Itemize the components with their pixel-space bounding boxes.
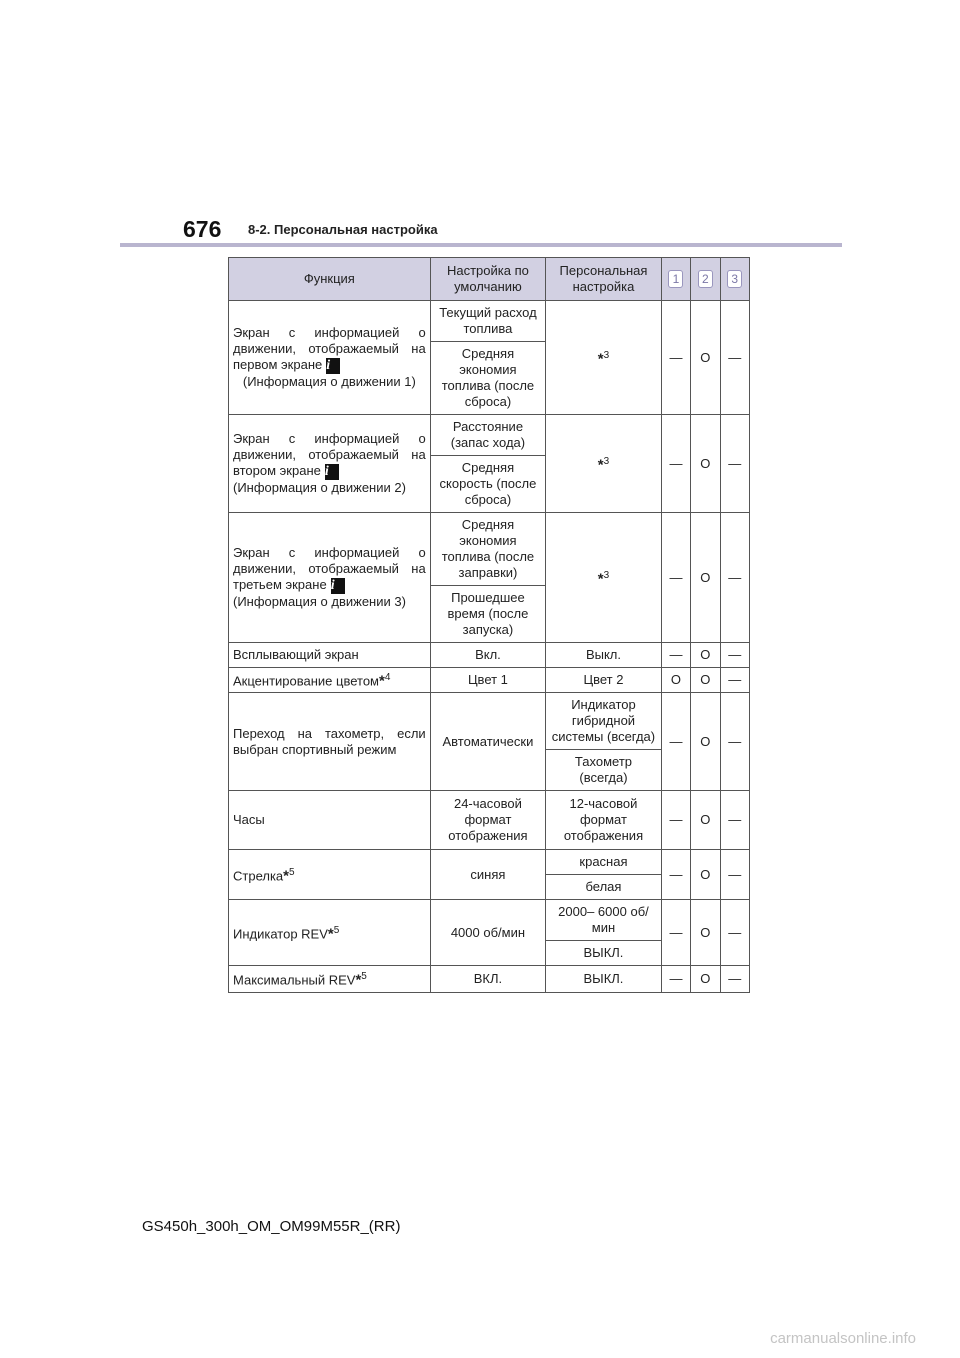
col3-cell: — — [720, 900, 749, 966]
default-cell: Автоматически — [430, 693, 546, 791]
page-number: 676 — [183, 216, 222, 242]
settings-table — [228, 257, 750, 993]
personal-cell: белая — [546, 875, 662, 900]
col1-cell: — — [661, 850, 690, 900]
default-cell: Средняя экономия топлива (после сброса) — [430, 342, 546, 415]
header-default: Настройка по умолчанию — [430, 258, 546, 301]
default-cell: Расстояние (запас хода) — [430, 415, 546, 456]
function-tail: (Информация о движении 1) — [242, 373, 416, 389]
info-icon: i — [331, 578, 345, 594]
col3-cell: — — [720, 791, 749, 850]
default-cell: 4000 об/мин — [430, 900, 546, 966]
col1-cell: — — [661, 693, 690, 791]
col3-cell: — — [720, 693, 749, 791]
col2-cell: O — [691, 900, 720, 966]
function-cell — [229, 415, 431, 513]
col2-cell: O — [691, 301, 720, 415]
function-tail: (Информация о движении 3) — [233, 593, 406, 609]
function-text: Экран с информацией о движении, отображаемый на втором экране i — [233, 431, 426, 479]
personal-cell: Индикатор гибридной системы (всегда) — [546, 693, 662, 750]
personal-cell: *$^3$ — [546, 301, 662, 415]
col1-cell: — — [661, 415, 690, 513]
col2-cell: O — [691, 850, 720, 900]
function-cell: Максимальный REV*$^5$ — [229, 966, 431, 993]
personal-cell: 2000– 6000 об/мин — [546, 900, 662, 941]
default-cell: Прошедшее время (после запуска) — [430, 586, 546, 643]
col2-cell: O — [691, 513, 720, 643]
section-title: 8-2. Персональная настройка — [248, 222, 438, 237]
col1-cell: — — [661, 900, 690, 966]
col2-cell: O — [691, 643, 720, 668]
col2-cell: O — [691, 966, 720, 993]
footer-code: GS450h_300h_OM_OM99M55R_(RR) — [142, 1218, 401, 1235]
header-function: Функция — [229, 258, 431, 301]
col2-cell: O — [691, 791, 720, 850]
table-row — [229, 415, 750, 456]
header-col-1 — [661, 258, 690, 301]
col2-cell: O — [691, 693, 720, 791]
table-row — [229, 693, 750, 750]
table-row — [229, 301, 750, 342]
personal-cell: красная — [546, 850, 662, 875]
personal-cell: Тахометр (всегда) — [546, 750, 662, 791]
watermark: carmanualsonline.info — [770, 1330, 916, 1347]
table-row — [229, 643, 750, 668]
col1-cell: — — [661, 301, 690, 415]
function-cell: Акцентирование цветом*$^4$ — [229, 668, 431, 693]
col1-cell: — — [661, 513, 690, 643]
col3-cell: — — [720, 643, 749, 668]
table-row — [229, 668, 750, 693]
default-cell: Средняя экономия топлива (после заправки) — [430, 513, 546, 586]
default-cell: 24-часовой формат отображения — [430, 791, 546, 850]
function-cell: Индикатор REV*$^5$ — [229, 900, 431, 966]
personal-cell: *$^3$ — [546, 415, 662, 513]
function-cell — [229, 301, 431, 415]
column-number-2: 2 — [698, 270, 713, 288]
function-cell — [229, 513, 431, 643]
asterisk-icon: * — [327, 925, 334, 943]
col3-cell: — — [720, 850, 749, 900]
col2-cell: O — [691, 668, 720, 693]
col2-cell: O — [691, 415, 720, 513]
col1-cell: — — [661, 791, 690, 850]
asterisk-icon: * — [597, 570, 604, 588]
default-cell: ВКЛ. — [430, 966, 546, 993]
col1-cell: O — [661, 668, 690, 693]
header-col-3 — [720, 258, 749, 301]
column-number-3: 3 — [727, 270, 742, 288]
default-cell: Вкл. — [430, 643, 546, 668]
function-cell: Часы — [229, 791, 431, 850]
col3-cell: — — [720, 415, 749, 513]
personal-cell: *$^3$ — [546, 513, 662, 643]
asterisk-icon: * — [379, 672, 385, 690]
default-cell: Цвет 1 — [430, 668, 546, 693]
personal-cell: ВЫКЛ. — [546, 941, 662, 966]
function-cell: Всплывающий экран — [229, 643, 431, 668]
function-cell: Стрелка*$^5$ — [229, 850, 431, 900]
default-cell: синяя — [430, 850, 546, 900]
personal-cell: Цвет 2 — [546, 668, 662, 693]
asterisk-icon: * — [597, 350, 604, 368]
personal-cell: Выкл. — [546, 643, 662, 668]
header-col-2 — [691, 258, 720, 301]
default-cell: Средняя скорость (после сброса) — [430, 456, 546, 513]
function-tail: (Информация о движении 2) — [233, 479, 406, 495]
asterisk-icon: * — [355, 971, 362, 989]
personal-cell: 12-часовой формат отображения — [546, 791, 662, 850]
function-text: Экран с информацией о движении, отображаемый на третьем экране i — [233, 545, 426, 593]
asterisk-icon: * — [283, 867, 290, 885]
function-cell: Переход на тахометр, если выбран спортивный режим — [229, 693, 431, 791]
header-personal: Персональная настройка — [546, 258, 662, 301]
col3-cell: — — [720, 966, 749, 993]
header-rule — [120, 243, 842, 247]
col3-cell: — — [720, 668, 749, 693]
default-cell: Текущий расход топлива — [430, 301, 546, 342]
asterisk-icon: * — [597, 456, 604, 474]
table-row — [229, 966, 750, 993]
table-row — [229, 791, 750, 850]
table-row — [229, 900, 750, 941]
table-row — [229, 513, 750, 586]
table-header-row — [229, 258, 750, 301]
info-icon: i — [326, 358, 340, 374]
column-number-1: 1 — [668, 270, 683, 288]
col3-cell: — — [720, 513, 749, 643]
info-icon: i — [325, 464, 339, 480]
table-row — [229, 850, 750, 875]
col1-cell: — — [661, 966, 690, 993]
function-text: Экран с информацией о движении, отображаемый на первом экране i — [233, 325, 426, 373]
col1-cell: — — [661, 643, 690, 668]
col3-cell: — — [720, 301, 749, 415]
personal-cell: ВЫКЛ. — [546, 966, 662, 993]
